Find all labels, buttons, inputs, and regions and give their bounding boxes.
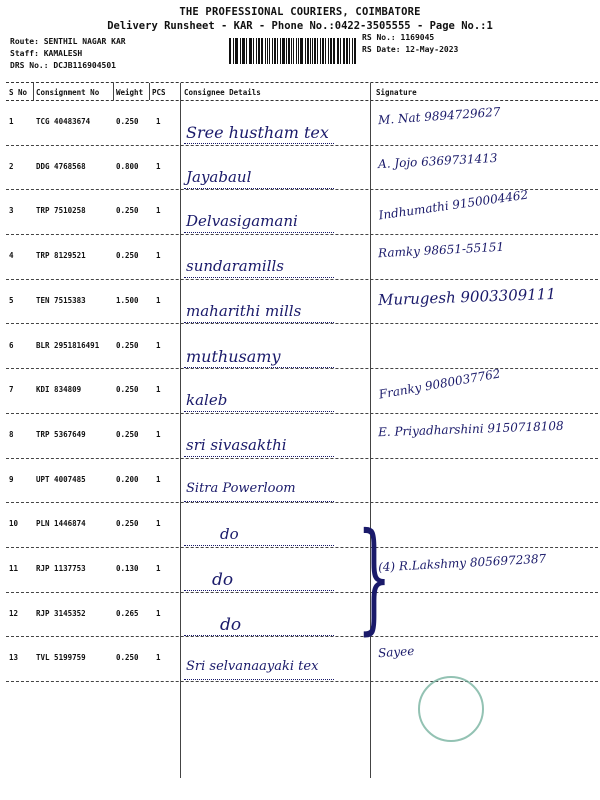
row-pcs: 1 (156, 519, 161, 529)
row-signature: M. Nat 9894729627 (377, 104, 501, 128)
barcode-bar (325, 38, 326, 64)
row-pcs: 1 (156, 161, 161, 171)
row-sno: 13 (9, 653, 19, 663)
row-weight: 0.250 (116, 117, 139, 126)
table-row (0, 235, 600, 280)
row-pcs: 1 (156, 653, 161, 663)
row-weight: 1.500 (116, 295, 139, 305)
row-consignee: muthusamy (186, 346, 281, 366)
barcode-image (229, 38, 357, 64)
table-row (0, 637, 600, 682)
barcode-bar (310, 38, 311, 64)
row-consignee: Sri selvanaayaki tex (186, 659, 319, 675)
barcode-bar (337, 38, 338, 64)
row-consignment-no: DDG 4768568 (36, 161, 86, 171)
row-pcs: 1 (156, 385, 161, 395)
runsheet-title: Delivery Runsheet - KAR - Phone No.:0422-3505555 - Page No.:1 (107, 20, 493, 32)
barcode-bar (274, 38, 276, 64)
table-row (0, 101, 600, 146)
row-consignment-no: TVL 5199759 (36, 653, 86, 663)
row-weight: 0.250 (116, 385, 139, 395)
barcode-bar (338, 38, 339, 64)
row-signature: E. Priyadharshini 9150718108 (377, 418, 564, 440)
barcode-bar (343, 38, 345, 64)
barcode-bar (320, 38, 321, 64)
barcode-bar (307, 38, 309, 64)
barcode-bar (240, 38, 241, 64)
barcode-bar (250, 38, 252, 64)
row-weight: 0.800 (116, 161, 139, 171)
table-row (0, 187, 600, 235)
row-signature: A. Jojo 6369731413 (377, 150, 498, 171)
col-signature: Signature (376, 88, 417, 97)
barcode-bar (280, 38, 281, 64)
row-sno: 8 (9, 429, 14, 439)
row-consignee: Sitra Powerloom (186, 480, 296, 496)
barcode-bar (265, 38, 266, 64)
row-weight: 0.265 (116, 608, 139, 618)
table-row (0, 414, 600, 459)
row-consignee: Sree hustham tex (186, 123, 329, 142)
row-weight: 0.250 (116, 653, 139, 663)
barcode-bar (282, 38, 285, 64)
barcode-bar (258, 38, 260, 64)
row-consignment-no: RJP 3145352 (36, 608, 86, 618)
row-signature: Ramky 98651-55151 (377, 239, 505, 261)
barcode-bar (269, 38, 270, 64)
row-weight: 0.250 (116, 206, 139, 216)
col-consignee: Consignee Details (184, 88, 261, 97)
row-pcs: 1 (156, 117, 161, 126)
drs-number: DRS No.: DCJB116904501 (10, 61, 116, 70)
row-sno: 12 (9, 608, 19, 618)
row-sno: 1 (9, 117, 14, 126)
row-consignment-no: TRP 5367649 (36, 429, 86, 439)
barcode-bar (322, 38, 325, 64)
barcode-bar (328, 38, 329, 64)
row-consignee: do (220, 614, 242, 635)
barcode-bar (333, 38, 335, 64)
barcode-bar (296, 38, 297, 64)
row-sno: 2 (9, 161, 14, 171)
barcode-bar (253, 38, 254, 64)
row-consignment-no: TRP 8129521 (36, 251, 86, 261)
row-pcs: 1 (156, 608, 161, 618)
row-consignee: sundaramills (186, 257, 284, 276)
barcode-bar (354, 38, 356, 64)
col-weight: Weight (116, 88, 144, 97)
barcode-bar (235, 38, 236, 64)
barcode-bar (277, 38, 278, 64)
barcode-bar (233, 38, 234, 64)
barcode-bar (291, 38, 292, 64)
barcode-bar (229, 38, 231, 64)
barcode-bar (314, 38, 316, 64)
row-consignment-no: RJP 1137753 (36, 564, 86, 573)
staff-label: Staff: KAMALESH (10, 49, 83, 58)
table-row (0, 593, 600, 638)
table-row (0, 548, 600, 593)
row-consignee: Delvasigamani (186, 212, 298, 231)
table-row (0, 459, 600, 504)
barcode-bar (349, 38, 350, 64)
row-signature: Indhumathi 9150004462 (377, 187, 529, 223)
row-pcs: 1 (156, 340, 161, 350)
row-consignment-no: TEN 7515383 (36, 295, 86, 305)
col-consignment: Consignment No (36, 88, 100, 97)
barcode-bar (330, 38, 332, 64)
row-consignment-no: TCG 40483674 (36, 117, 91, 126)
col-divider (33, 83, 34, 100)
row-sno: 6 (9, 340, 14, 350)
col-divider (113, 83, 114, 100)
row-signature: Sayee (377, 644, 415, 661)
row-sno: 7 (9, 385, 14, 395)
row-pcs: 1 (156, 474, 161, 484)
row-consignee: do (212, 570, 234, 590)
row-weight: 0.200 (116, 474, 139, 484)
row-weight: 0.250 (116, 251, 139, 261)
row-consignment-no: KDI 834809 (36, 385, 82, 395)
grouping-brace: } (356, 508, 392, 647)
barcode-bar (293, 38, 294, 64)
row-consignee: Jayabaul (186, 167, 252, 186)
row-consignee: maharithi mills (186, 301, 302, 320)
barcode-bar (249, 38, 250, 64)
barcode-bar (298, 38, 300, 64)
row-weight: 0.130 (116, 564, 139, 573)
row-pcs: 1 (156, 295, 161, 305)
row-separator (6, 681, 598, 682)
col-pcs: PCS (152, 88, 166, 97)
barcode-bar (352, 38, 353, 64)
company-name: THE PROFESSIONAL COURIERS, COIMBATORE (179, 6, 421, 18)
row-signature: Franky 9080037762 (377, 366, 502, 402)
row-consignee: sri sivasakthi (186, 435, 287, 454)
table-row (0, 503, 600, 548)
table-row (0, 280, 600, 325)
row-weight: 0.250 (116, 519, 139, 529)
row-weight: 0.250 (116, 340, 139, 350)
row-sno: 9 (9, 474, 14, 484)
route-label: Route: SENTHIL NAGAR KAR (10, 37, 126, 46)
row-pcs: 1 (156, 564, 161, 573)
barcode-bar (340, 38, 341, 64)
barcode-bar (246, 38, 247, 64)
barcode-bar (286, 38, 287, 64)
row-pcs: 1 (156, 429, 161, 439)
col-divider (149, 83, 150, 100)
row-consignment-no: BLR 2951816491 (36, 340, 100, 350)
row-consignment-no: UPT 4007485 (36, 474, 86, 484)
header-rule-top (6, 82, 598, 83)
row-pcs: 1 (156, 206, 161, 216)
barcode-bar (317, 38, 318, 64)
row-sno: 11 (9, 564, 19, 573)
barcode-bar (256, 38, 257, 64)
row-consignment-no: TRP 7510258 (36, 206, 86, 216)
row-weight: 0.250 (116, 429, 139, 439)
rs-date: RS Date: 12-May-2023 (362, 45, 459, 54)
row-signature: (4) R.Lakshmy 8056972387 (377, 551, 547, 575)
receipt-stamp (418, 676, 484, 742)
rs-number: RS No.: 1169045 (362, 33, 435, 42)
barcode-bar (272, 38, 274, 64)
barcode-bar (312, 38, 313, 64)
barcode-bar (346, 38, 349, 64)
barcode-bar (300, 38, 303, 64)
row-consignment-no: PLN 1446874 (36, 519, 86, 529)
barcode-bar (267, 38, 268, 64)
row-consignee: do (220, 525, 239, 544)
row-consignee: kaleb (186, 391, 228, 410)
barcode-bar (288, 38, 290, 64)
row-sno: 5 (9, 295, 14, 305)
row-signature: Murugesh 9003309111 (377, 284, 557, 309)
row-sno: 10 (9, 519, 19, 529)
table-row (0, 325, 600, 370)
row-sno: 4 (9, 251, 14, 261)
barcode-bar (261, 38, 264, 64)
row-sno: 3 (9, 206, 14, 216)
barcode-bar (242, 38, 245, 64)
table-row (0, 146, 600, 191)
col-sno: S No (9, 88, 28, 97)
table-row (0, 366, 600, 414)
row-pcs: 1 (156, 251, 161, 261)
barcode-bar (305, 38, 306, 64)
barcode-bar (236, 38, 238, 64)
